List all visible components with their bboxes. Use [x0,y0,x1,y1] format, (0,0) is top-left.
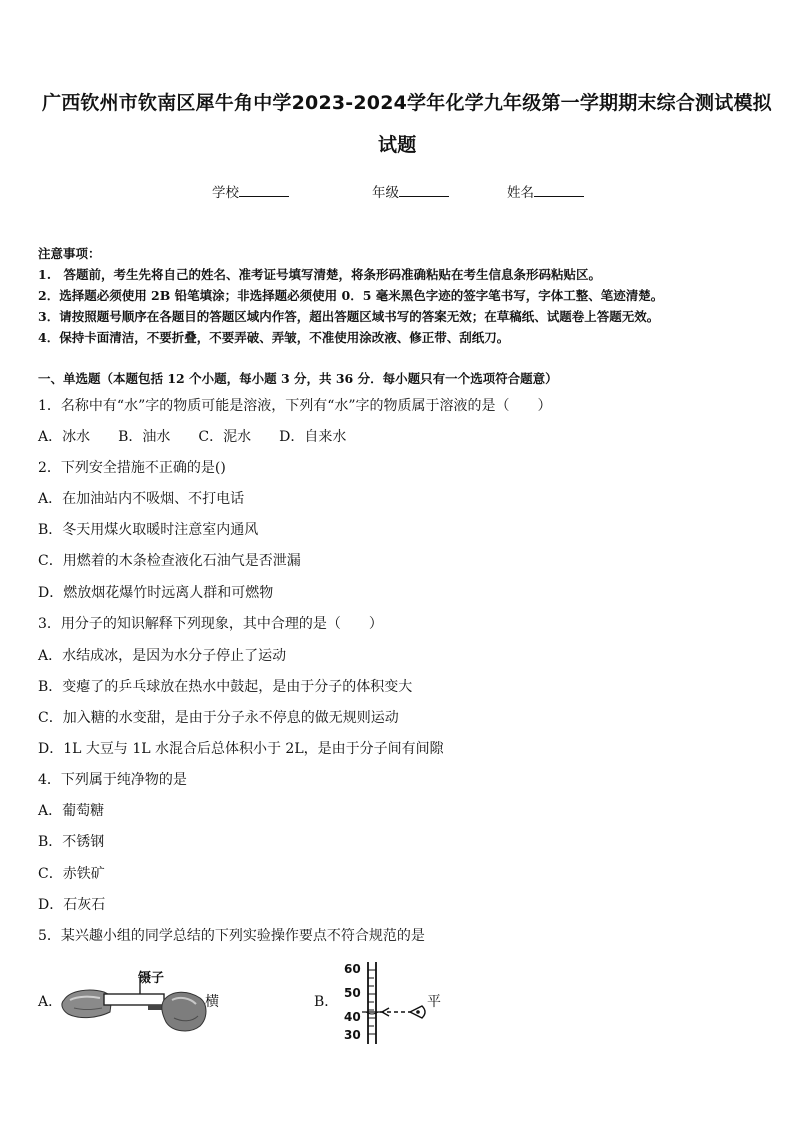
section-heading: 一、单选题（本题包括 12 个小题，每小题 3 分，共 36 分．每小题只有一个选项符合题意） [38,371,558,386]
cylinder-tick-label: 60 [344,962,361,976]
school-label: 学校 [212,185,239,201]
question-3-option-d: D．1L 大豆与 1L 水混合后总体积小于 2L，是由于分子间有间隙 [38,741,444,757]
exam-title-line2: 试题 [378,134,417,156]
question-2-option-a: A．在加油站内不吸烟、不打电话 [38,491,245,507]
exam-title-line1: 广西钦州市钦南区犀牛角中学2023-2024学年化学九年级第一学期期末综合测试模拟 [42,92,772,114]
notes-header: 注意事项： [38,246,101,261]
name-blank[interactable] [534,184,584,197]
question-3-option-c: C．加入糖的水变甜，是由于分子永不停息的做无规则运动 [38,710,399,726]
graduated-cylinder-illustration [342,960,432,1046]
name-field [507,181,584,201]
question-5-option-a-label: A． [38,994,63,1010]
note-item: 2．选择题必须使用 2B 铅笔填涂；非选择题必须使用 0．5 毫米黑色字迹的签字笔书写，字体工整、笔迹清楚。 [38,288,664,303]
question-2-option-c: C．用燃着的木条检查液化石油气是否泄漏 [38,553,301,569]
question-4-option-a: A．葡萄糖 [38,803,105,819]
question-4-stem: 4．下列属于纯净物的是 [38,772,187,788]
question-4-option-c: C．赤铁矿 [38,866,105,882]
question-1-options: A．冰水 B．油水 C．泥水 D．自来水 [38,429,347,445]
question-2-option-b: B．冬天用煤火取暖时注意室内通风 [38,522,259,538]
question-1-stem: 1．名称中有“水”字的物质可能是溶液，下列有“水”字的物质属于溶液的是（ ） [38,398,552,414]
cylinder-tick-label: 30 [344,1028,361,1042]
question-2-stem: 2．下列安全措施不正确的是() [38,460,226,476]
question-3-option-a: A．水结成冰，是因为水分子停止了运动 [38,648,287,664]
question-5-option-b-side-text: 平 [427,994,441,1010]
question-3-option-b: B．变瘪了的乒乓球放在热水中鼓起，是由于分子的体积变大 [38,679,413,695]
name-label: 姓名 [507,185,534,201]
school-field [212,181,289,201]
question-2-option-d: D．燃放烟花爆竹时远离人群和可燃物 [38,585,274,601]
grade-field [372,181,449,201]
question-5-option-b-label: B． [314,994,339,1010]
test-tube-tweezers-illustration [60,978,210,1040]
school-blank[interactable] [239,184,289,197]
cylinder-tick-label: 50 [344,986,361,1000]
grade-label: 年级 [372,185,399,201]
cylinder-tick-label: 40 [344,1010,361,1024]
note-item: 4．保持卡面清洁，不要折叠，不要弄破、弄皱，不准使用涂改液、修正带、刮纸刀。 [38,330,510,345]
question-3-stem: 3．用分子的知识解释下列现象，其中合理的是（ ） [38,616,383,632]
question-5-stem: 5．某兴趣小组的同学总结的下列实验操作要点不符合规范的是 [38,928,425,944]
question-5-option-a-side-text: 横 [205,994,219,1010]
tweezers-caption: 镊子 [138,971,165,986]
note-item: 3．请按照题号顺序在各题目的答题区域内作答，超出答题区域书写的答案无效；在草稿纸、试题卷上答题无效。 [38,309,660,324]
question-4-option-d: D．石灰石 [38,897,106,913]
grade-blank[interactable] [399,184,449,197]
note-item: 1. 答题前，考生先将自己的姓名、准考证号填写清楚，将条形码准确粘贴在考生信息条形码粘贴区。 [38,267,602,282]
question-4-option-b: B．不锈钢 [38,834,105,850]
